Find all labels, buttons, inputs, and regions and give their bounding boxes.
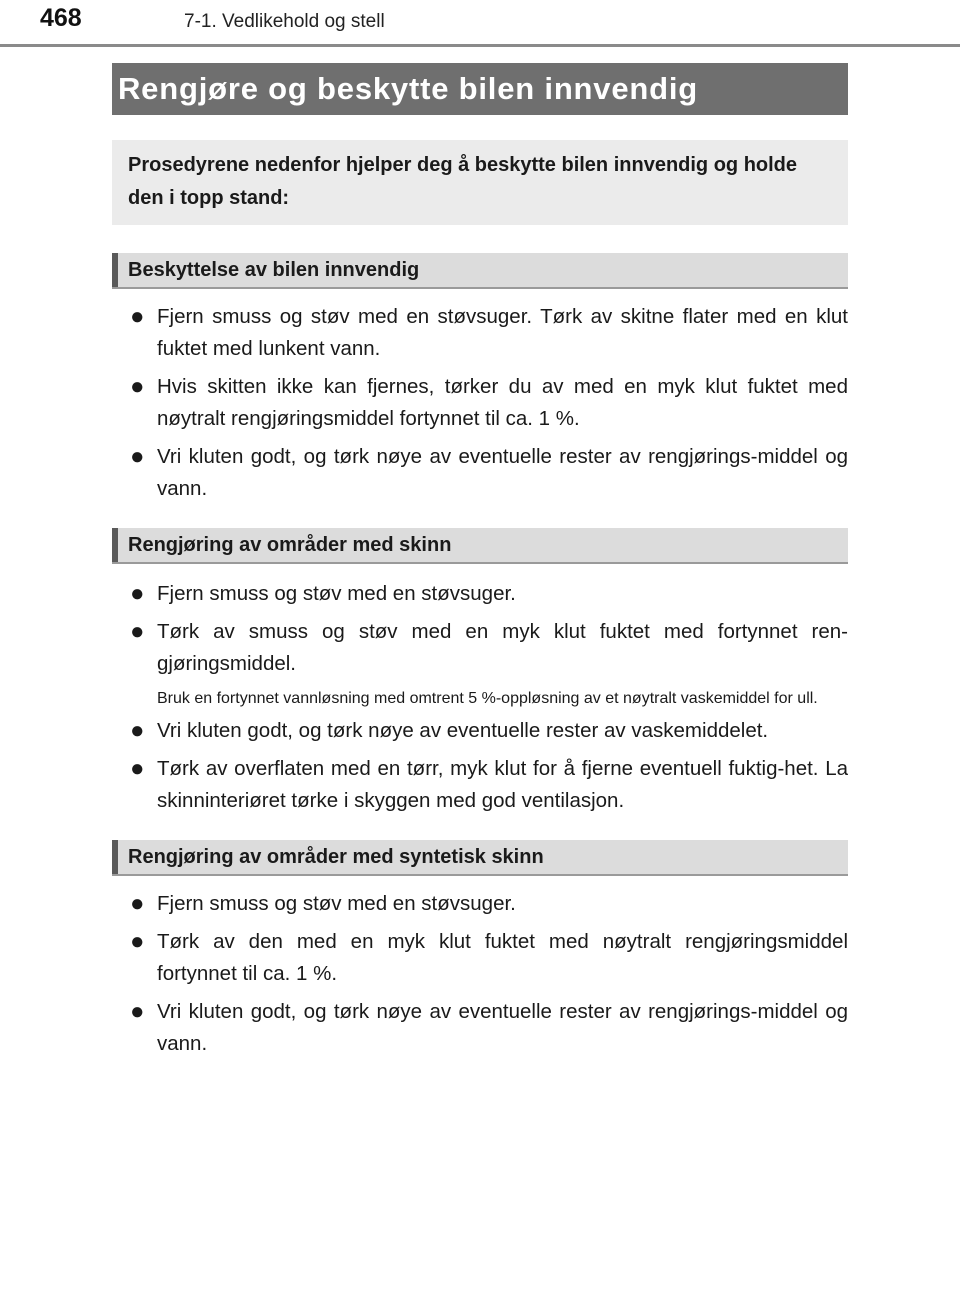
list-item (112, 616, 848, 680)
bullet-icon: ● (130, 303, 145, 330)
list-item (112, 371, 848, 435)
page-title: Rengjøre og beskytte bilen innvendig (118, 71, 698, 106)
title-bar (112, 63, 848, 115)
bullet-list-leather-cont (112, 715, 848, 817)
intro-box: Prosedyrene nedenfor hjelper deg å beskytte bilen innvendig og holde den i topp stand: (112, 140, 848, 225)
page-content (112, 63, 848, 1060)
page-number: 468 (40, 4, 82, 32)
list-item (112, 441, 848, 505)
section-heading-protection: Beskyttelse av bilen innvendig (112, 253, 848, 289)
bullet-icon: ● (130, 443, 145, 470)
bullet-text: Tørk av overflaten med en tørr, myk klut for å fjerne eventuell fuktig-het. La skinninteriøret tørke i skyggen med god ventilasjon. (157, 757, 848, 812)
bullet-icon: ● (130, 755, 145, 782)
list-item (112, 301, 848, 365)
section-heading-synthetic-leather: Rengjøring av områder med syntetisk skinn (112, 840, 848, 876)
bullet-icon: ● (130, 998, 145, 1025)
bullet-text: Vri kluten godt, og tørk nøye av eventuelle rester av vaskemiddelet. (157, 719, 769, 742)
bullet-text: Fjern smuss og støv med en støvsuger. Tørk av skitne flater med en klut fuktet med lunkent vann. (157, 305, 848, 360)
bullet-icon: ● (130, 373, 145, 400)
bullet-list-synthetic-leather (112, 888, 848, 1060)
bullet-list-protection (112, 301, 848, 505)
bullet-list-leather (112, 578, 848, 680)
bullet-text: Hvis skitten ikke kan fjernes, tørker du av med en myk klut fuktet med nøytralt rengjøringsmiddel fortynnet til ca. 1 %. (157, 375, 848, 430)
bullet-text: Vri kluten godt, og tørk nøye av eventuelle rester av rengjørings-middel og vann. (157, 445, 848, 500)
bullet-icon: ● (130, 717, 145, 744)
bullet-icon: ● (130, 928, 145, 955)
bullet-text: Vri kluten godt, og tørk nøye av eventuelle rester av rengjørings-middel og vann. (157, 1000, 848, 1055)
list-item (112, 753, 848, 817)
bullet-text: Tørk av den med en myk klut fuktet med nøytralt rengjøringsmiddel fortynnet til ca. 1 %. (157, 930, 848, 985)
bullet-text: Fjern smuss og støv med en støvsuger. (157, 582, 516, 605)
bullet-text: Fjern smuss og støv med en støvsuger. (157, 892, 516, 915)
header-divider (0, 44, 960, 47)
list-item (112, 578, 848, 610)
list-item (112, 926, 848, 990)
bullet-icon: ● (130, 580, 145, 607)
bullet-icon: ● (130, 890, 145, 917)
page-header (0, 0, 960, 48)
list-item (112, 996, 848, 1060)
section-heading-leather: Rengjøring av områder med skinn (112, 528, 848, 564)
bullet-icon: ● (130, 618, 145, 645)
list-item (112, 715, 848, 747)
bullet-text: Tørk av smuss og støv med en myk klut fuktet med fortynnet ren-gjøringsmiddel. (157, 620, 848, 675)
header-section-title: 7-1. Vedlikehold og stell (184, 11, 385, 32)
list-item (112, 888, 848, 920)
leather-note: Bruk en fortynnet vannløsning med omtrent 5 %-oppløsning av et nøytralt vaskemiddel for ull. (157, 690, 818, 707)
